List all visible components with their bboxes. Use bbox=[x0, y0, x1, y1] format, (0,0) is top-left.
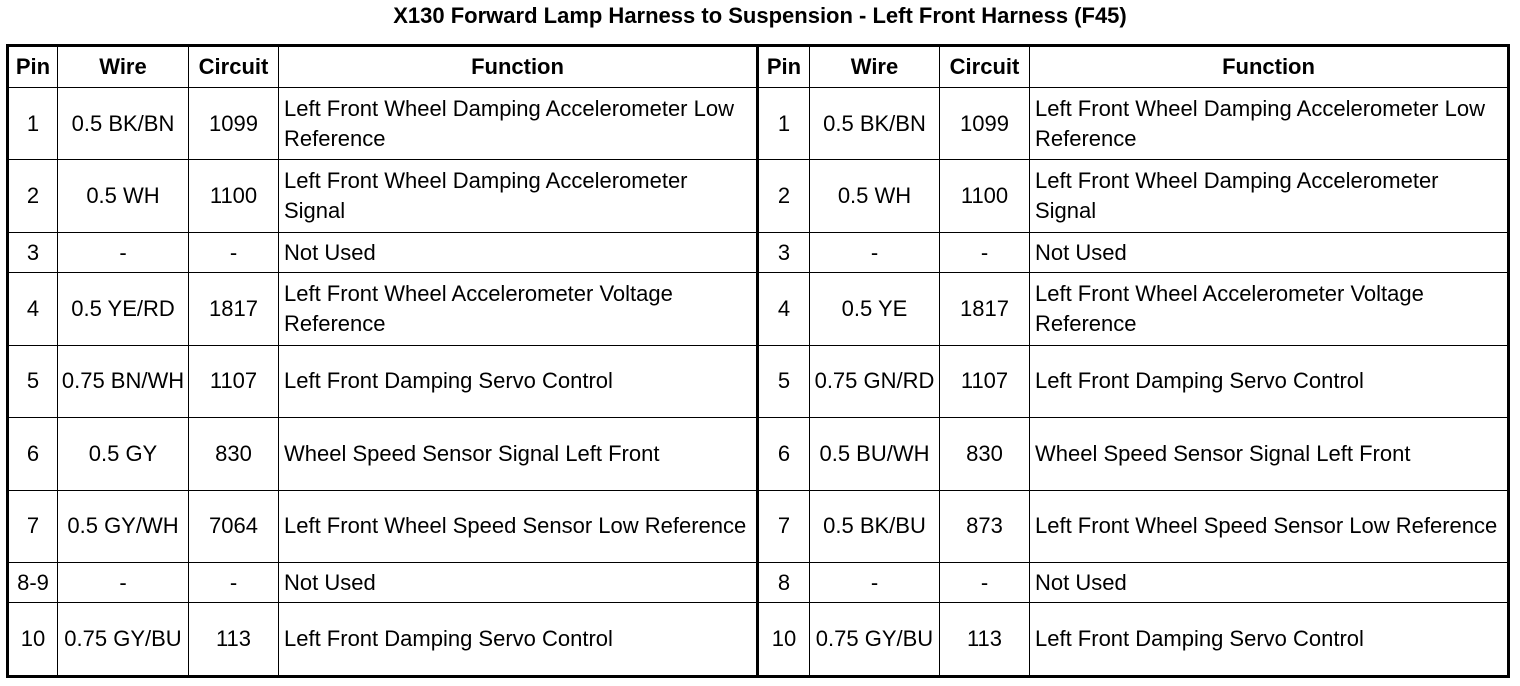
right-function-cell: Left Front Damping Servo Control bbox=[1030, 603, 1509, 677]
left-function-cell: Left Front Wheel Accelerometer Voltage Reference bbox=[279, 273, 758, 345]
right-function-cell: Left Front Wheel Speed Sensor Low Reference bbox=[1030, 490, 1509, 562]
left-wire-cell: - bbox=[58, 563, 189, 603]
pinout-body bbox=[8, 88, 1509, 677]
right-wire-cell: 0.5 BK/BN bbox=[810, 88, 940, 160]
table-row bbox=[8, 232, 1509, 272]
left-function-cell: Left Front Damping Servo Control bbox=[279, 345, 758, 417]
right-function-cell: Not Used bbox=[1030, 232, 1509, 272]
left-wire-cell: 0.5 GY bbox=[58, 418, 189, 490]
right-pin-cell: 1 bbox=[758, 88, 810, 160]
right-function-cell: Left Front Wheel Damping Accelerometer Low Reference bbox=[1030, 88, 1509, 160]
right-circuit-cell: 113 bbox=[940, 603, 1030, 677]
left-pin-cell: 2 bbox=[8, 160, 58, 232]
header-wire: Wire bbox=[58, 46, 189, 88]
left-function-cell: Not Used bbox=[279, 232, 758, 272]
left-pin-cell: 5 bbox=[8, 345, 58, 417]
right-function-cell: Left Front Wheel Damping Accelerometer Signal bbox=[1030, 160, 1509, 232]
table-row bbox=[8, 563, 1509, 603]
left-function-cell: Left Front Damping Servo Control bbox=[279, 603, 758, 677]
left-circuit-cell: 1099 bbox=[189, 88, 279, 160]
table-row bbox=[8, 273, 1509, 345]
left-wire-cell: 0.5 YE/RD bbox=[58, 273, 189, 345]
left-circuit-cell: 7064 bbox=[189, 490, 279, 562]
right-pin-cell: 10 bbox=[758, 603, 810, 677]
left-pin-cell: 1 bbox=[8, 88, 58, 160]
right-pin-cell: 3 bbox=[758, 232, 810, 272]
left-function-cell: Left Front Wheel Speed Sensor Low Reference bbox=[279, 490, 758, 562]
right-pin-cell: 2 bbox=[758, 160, 810, 232]
header-function: Function bbox=[279, 46, 758, 88]
left-pin-cell: 6 bbox=[8, 418, 58, 490]
left-circuit-cell: 113 bbox=[189, 603, 279, 677]
right-wire-cell: - bbox=[810, 563, 940, 603]
left-circuit-cell: 830 bbox=[189, 418, 279, 490]
left-function-cell: Wheel Speed Sensor Signal Left Front bbox=[279, 418, 758, 490]
right-circuit-cell: 1107 bbox=[940, 345, 1030, 417]
left-circuit-cell: - bbox=[189, 563, 279, 603]
right-pin-cell: 6 bbox=[758, 418, 810, 490]
header-pin: Pin bbox=[8, 46, 58, 88]
right-circuit-cell: - bbox=[940, 232, 1030, 272]
left-function-cell: Not Used bbox=[279, 563, 758, 603]
right-function-cell: Left Front Damping Servo Control bbox=[1030, 345, 1509, 417]
right-circuit-cell: 873 bbox=[940, 490, 1030, 562]
right-wire-cell: - bbox=[810, 232, 940, 272]
right-circuit-cell: 1100 bbox=[940, 160, 1030, 232]
right-pin-cell: 7 bbox=[758, 490, 810, 562]
right-circuit-cell: 1817 bbox=[940, 273, 1030, 345]
left-pin-cell: 4 bbox=[8, 273, 58, 345]
pinout-table bbox=[6, 44, 1510, 678]
left-pin-cell: 8-9 bbox=[8, 563, 58, 603]
right-circuit-cell: - bbox=[940, 563, 1030, 603]
table-row bbox=[8, 88, 1509, 160]
header-circuit: Circuit bbox=[940, 46, 1030, 88]
left-wire-cell: 0.5 BK/BN bbox=[58, 88, 189, 160]
right-pin-cell: 5 bbox=[758, 345, 810, 417]
left-function-cell: Left Front Wheel Damping Accelerometer Signal bbox=[279, 160, 758, 232]
left-pin-cell: 10 bbox=[8, 603, 58, 677]
left-wire-cell: 0.5 GY/WH bbox=[58, 490, 189, 562]
left-wire-cell: 0.75 GY/BU bbox=[58, 603, 189, 677]
right-wire-cell: 0.5 BU/WH bbox=[810, 418, 940, 490]
right-wire-cell: 0.75 GY/BU bbox=[810, 603, 940, 677]
left-wire-cell: 0.75 BN/WH bbox=[58, 345, 189, 417]
right-circuit-cell: 1099 bbox=[940, 88, 1030, 160]
right-circuit-cell: 830 bbox=[940, 418, 1030, 490]
right-pin-cell: 8 bbox=[758, 563, 810, 603]
left-pin-cell: 3 bbox=[8, 232, 58, 272]
right-function-cell: Wheel Speed Sensor Signal Left Front bbox=[1030, 418, 1509, 490]
header-row bbox=[8, 46, 1509, 88]
header-wire: Wire bbox=[810, 46, 940, 88]
table-row bbox=[8, 418, 1509, 490]
left-circuit-cell: - bbox=[189, 232, 279, 272]
table-row bbox=[8, 160, 1509, 232]
table-row bbox=[8, 603, 1509, 677]
document-title: X130 Forward Lamp Harness to Suspension - Left Front Harness (F45) bbox=[393, 3, 1127, 28]
left-circuit-cell: 1817 bbox=[189, 273, 279, 345]
right-wire-cell: 0.5 WH bbox=[810, 160, 940, 232]
left-wire-cell: 0.5 WH bbox=[58, 160, 189, 232]
header-function: Function bbox=[1030, 46, 1509, 88]
right-wire-cell: 0.5 YE bbox=[810, 273, 940, 345]
left-circuit-cell: 1100 bbox=[189, 160, 279, 232]
right-wire-cell: 0.5 BK/BU bbox=[810, 490, 940, 562]
header-pin: Pin bbox=[758, 46, 810, 88]
table-row bbox=[8, 345, 1509, 417]
right-wire-cell: 0.75 GN/RD bbox=[810, 345, 940, 417]
left-wire-cell: - bbox=[58, 232, 189, 272]
right-function-cell: Not Used bbox=[1030, 563, 1509, 603]
table-row bbox=[8, 490, 1509, 562]
left-pin-cell: 7 bbox=[8, 490, 58, 562]
right-pin-cell: 4 bbox=[758, 273, 810, 345]
left-function-cell: Left Front Wheel Damping Accelerometer Low Reference bbox=[279, 88, 758, 160]
right-function-cell: Left Front Wheel Accelerometer Voltage Reference bbox=[1030, 273, 1509, 345]
header-circuit: Circuit bbox=[189, 46, 279, 88]
left-circuit-cell: 1107 bbox=[189, 345, 279, 417]
